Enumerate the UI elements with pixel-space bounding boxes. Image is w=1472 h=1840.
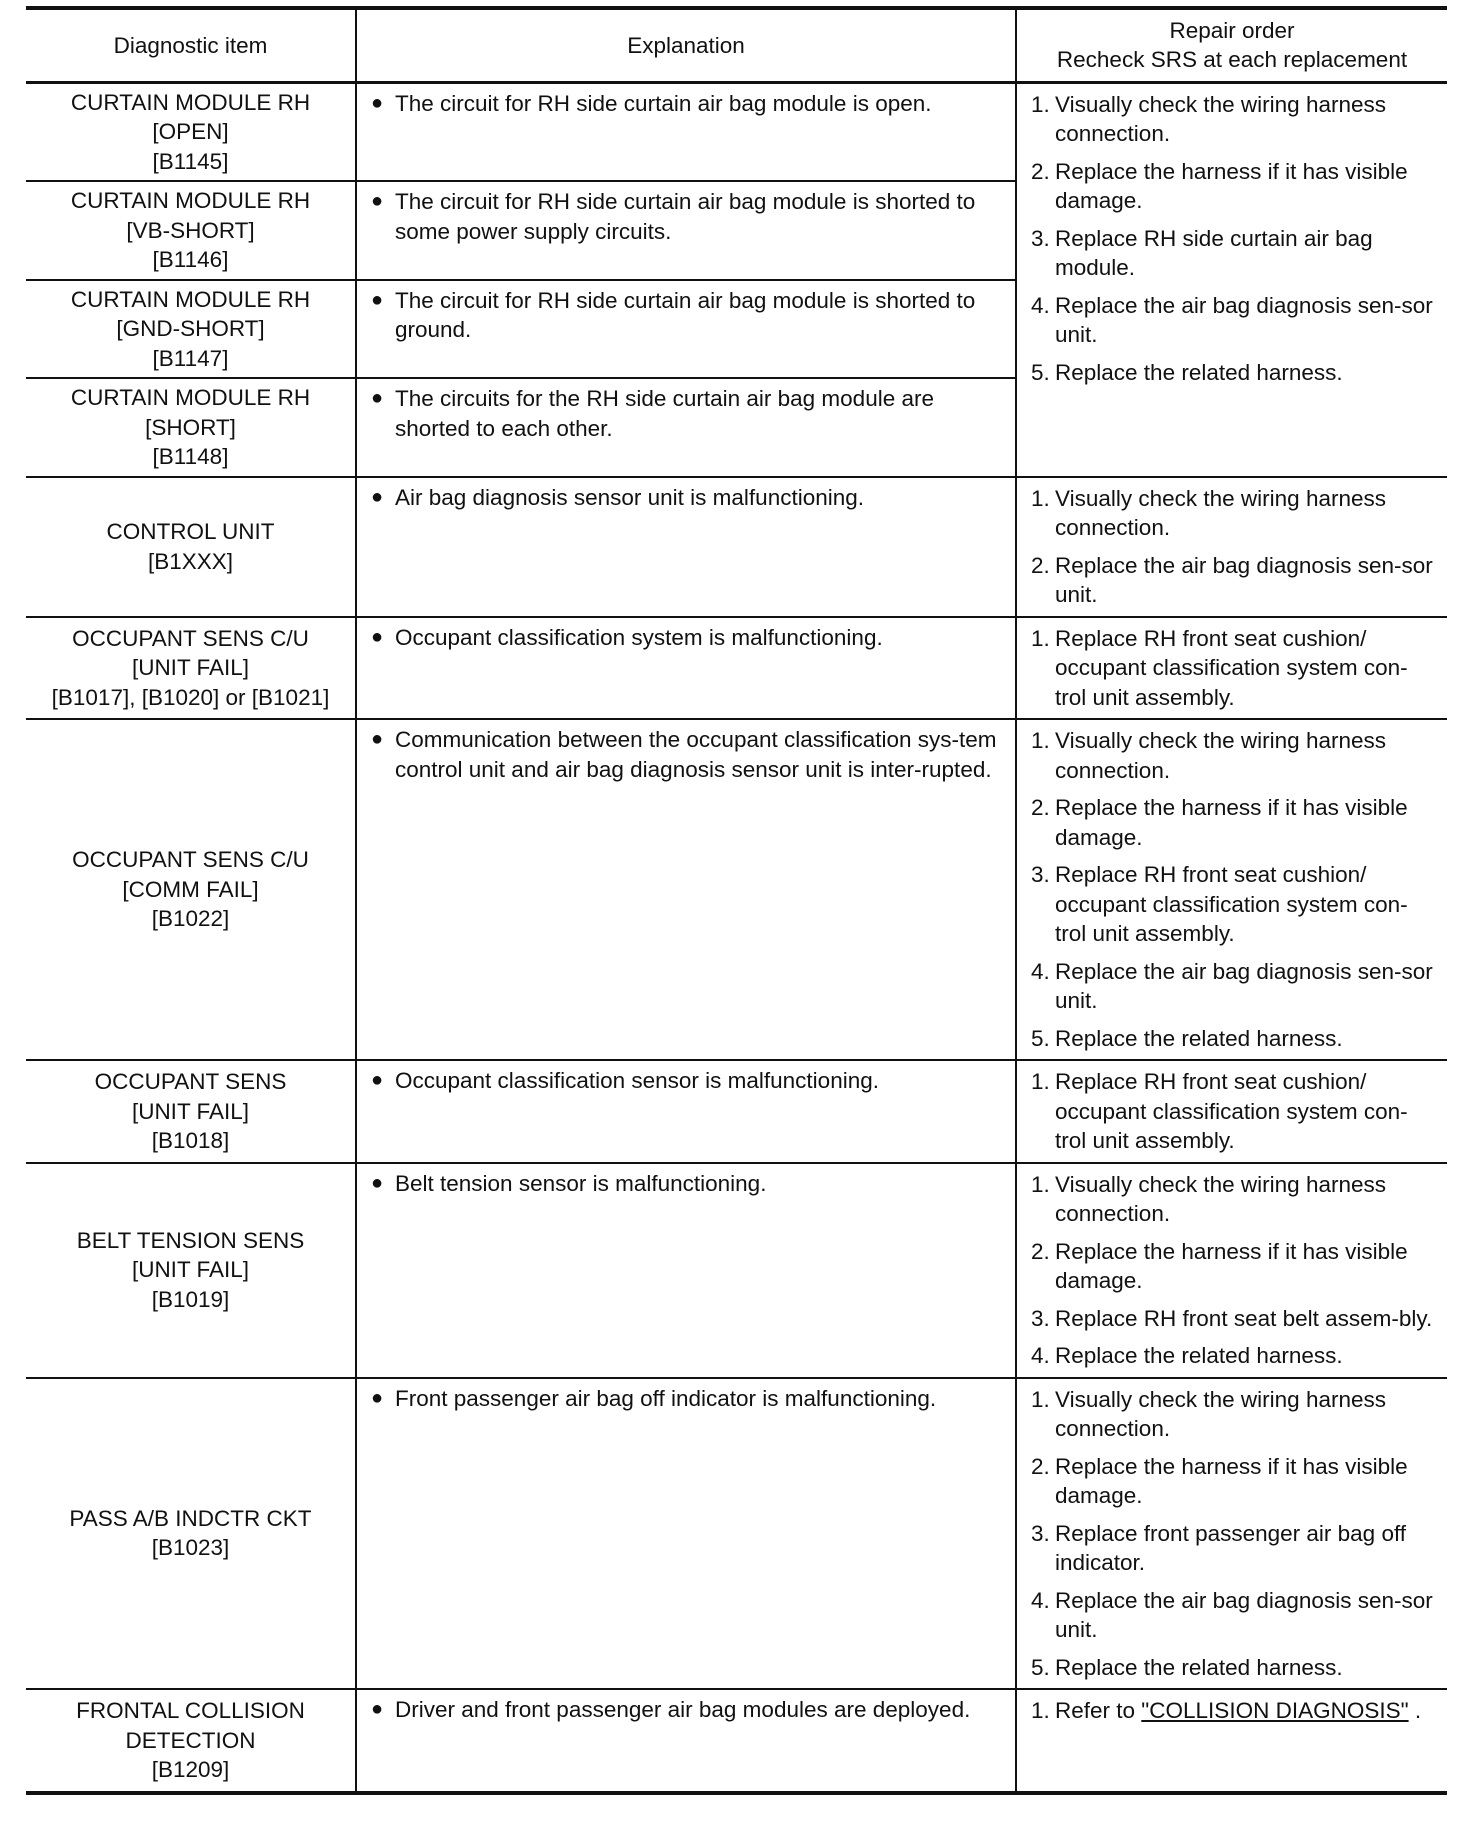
item-code: [B1023]	[151, 1535, 230, 1561]
repair-step: 1. Visually check the wiring harness connection.	[1031, 1171, 1386, 1226]
item-status: [VB-SHORT]	[126, 217, 255, 243]
repair-step: 2. Replace the harness if it has visible damage.	[1031, 795, 1408, 850]
item-code: [B1148]	[152, 444, 229, 469]
bullet-icon: ●	[371, 625, 384, 648]
repair-order-cell	[1016, 1689, 1447, 1793]
explanation-text: The circuits for the RH side curtain air bag module are shorted to each other.	[395, 386, 934, 441]
repair-step: 2. Replace the harness if it has visible damage.	[1031, 1453, 1408, 1508]
table-row	[26, 1689, 1447, 1793]
repair-step: 5. Replace the related harness.	[1031, 1025, 1343, 1051]
bullet-icon: ●	[371, 1171, 384, 1194]
explanation-text: The circuit for RH side curtain air bag module is shorted to some power supply circuits.	[395, 189, 976, 244]
explanation-cell	[356, 477, 1016, 617]
explanation-cell	[356, 280, 1016, 379]
item-code: [B1022]	[151, 906, 230, 932]
item-code: [B1XXX]	[147, 548, 234, 574]
diagnostic-item-cell	[26, 1163, 356, 1378]
repair-step: 3. Replace RH side curtain air bag module.	[1031, 225, 1373, 280]
item-status: [COMM FAIL]	[122, 876, 259, 902]
repair-step: 1. Visually check the wiring harness connection.	[1031, 485, 1386, 540]
table-row	[26, 1163, 1447, 1378]
item-name: OCCUPANT SENS	[94, 1069, 287, 1094]
repair-step: 3. Replace RH front seat cushion/ occupant classification system con-trol unit assembly.	[1031, 862, 1408, 946]
repair-suffix: .	[1408, 1698, 1422, 1723]
repair-step: 4. Replace the air bag diagnosis sen-sor unit.	[1031, 1587, 1433, 1642]
header-diagnostic-item: Diagnostic item	[113, 32, 268, 58]
explanation-cell	[356, 1163, 1016, 1378]
item-status: [OPEN]	[152, 119, 229, 144]
repair-step: 2. Replace the harness if it has visible damage.	[1031, 1238, 1408, 1293]
diagnosis-table-page	[26, 6, 1447, 1795]
item-status: [GND-SHORT]	[116, 316, 265, 341]
bullet-icon: ●	[371, 91, 384, 114]
bullet-icon: ●	[371, 728, 384, 750]
bullet-icon: ●	[371, 387, 384, 409]
diagnostic-item-cell	[26, 82, 356, 181]
diagnostic-item-cell	[26, 378, 356, 477]
diagnostic-item-cell	[26, 477, 356, 617]
item-status: [SHORT]	[145, 414, 236, 440]
repair-step: 1. Replace RH front seat cushion/ occupant classification system con-trol unit assembly.	[1031, 1069, 1408, 1153]
repair-step: 1. Visually check the wiring harness connection.	[1031, 1386, 1386, 1441]
repair-order-cell	[1016, 477, 1447, 617]
repair-prefix: Refer to	[1055, 1698, 1142, 1723]
repair-step: 4. Replace the air bag diagnosis sen-sor unit.	[1031, 292, 1433, 347]
diagnosis-table	[26, 6, 1447, 1795]
item-name: OCCUPANT SENS C/U	[72, 625, 309, 651]
explanation-text: Front passenger air bag off indicator is malfunctioning.	[395, 1385, 937, 1411]
explanation-cell	[356, 181, 1016, 280]
diagnostic-item-cell	[26, 1689, 356, 1793]
item-status: [UNIT FAIL]	[131, 1257, 250, 1283]
item-code: [B1017], [B1020] or [B1021]	[51, 684, 330, 710]
item-name: OCCUPANT SENS C/U	[72, 847, 309, 873]
explanation-text: Driver and front passenger air bag modules are deployed.	[395, 1697, 971, 1722]
repair-step: 2. Replace the harness if it has visible damage.	[1031, 158, 1408, 213]
explanation-cell	[356, 719, 1016, 1060]
repair-order-cell	[1016, 1378, 1447, 1690]
item-name: PASS A/B INDCTR CKT	[69, 1505, 312, 1531]
item-code: [B1209]	[151, 1757, 230, 1783]
diagnostic-item-cell	[26, 719, 356, 1060]
bullet-icon: ●	[371, 288, 384, 311]
explanation-cell	[356, 617, 1016, 720]
item-status: [UNIT FAIL]	[131, 655, 250, 680]
item-status: [UNIT FAIL]	[131, 1098, 250, 1124]
table-row	[26, 617, 1447, 720]
explanation-text: Communication between the occupant classification sys-tem control unit and air bag diagnosis sensor unit is inter-rupted.	[395, 727, 997, 782]
repair-step: 5. Replace the related harness.	[1031, 1654, 1343, 1680]
explanation-cell	[356, 82, 1016, 181]
header-repair-order-title: Repair order	[1169, 17, 1295, 43]
repair-step: 4. Replace the air bag diagnosis sen-sor unit.	[1031, 958, 1433, 1013]
repair-step: 5. Replace the related harness.	[1031, 359, 1343, 385]
repair-order-cell	[1016, 1163, 1447, 1378]
diagnostic-item-cell	[26, 1060, 356, 1163]
item-name: CURTAIN MODULE RH	[70, 385, 311, 410]
diagnostic-item-cell	[26, 1378, 356, 1690]
repair-order-cell	[1016, 719, 1447, 1060]
table-header	[26, 8, 1447, 82]
repair-step: 3. Replace RH front seat belt assem-bly.	[1031, 1305, 1433, 1331]
item-name: CURTAIN MODULE RH	[70, 188, 311, 213]
table-row	[26, 82, 1447, 181]
item-code: [B1019]	[151, 1286, 230, 1312]
repair-step: 1. Visually check the wiring harness connection.	[1031, 728, 1386, 783]
explanation-text: The circuit for RH side curtain air bag module is open.	[395, 90, 932, 116]
repair-order-cell	[1016, 617, 1447, 720]
repair-order-cell	[1016, 82, 1447, 477]
explanation-cell	[356, 1060, 1016, 1163]
explanation-text: Occupant classification sensor is malfunctioning.	[395, 1068, 879, 1093]
repair-order-cell	[1016, 1060, 1447, 1163]
bullet-icon: ●	[371, 485, 384, 508]
repair-step: 1. Visually check the wiring harness connection.	[1031, 91, 1386, 146]
diagnostic-item-cell	[26, 280, 356, 379]
repair-step: 4. Replace the related harness.	[1031, 1343, 1343, 1368]
item-name: BELT TENSION SENS	[76, 1227, 305, 1253]
bullet-icon: ●	[371, 1069, 384, 1091]
item-name-cont: DETECTION	[125, 1727, 256, 1753]
bullet-icon: ●	[371, 1386, 384, 1409]
explanation-cell	[356, 1378, 1016, 1690]
bullet-icon: ●	[371, 190, 384, 212]
table-row	[26, 1378, 1447, 1690]
item-code: [B1147]	[152, 345, 229, 371]
diagnostic-item-cell	[26, 181, 356, 280]
repair-step: 1. Replace RH front seat cushion/ occupant classification system con-trol unit assembly.	[1031, 625, 1408, 710]
explanation-cell	[356, 1689, 1016, 1793]
bullet-icon: ●	[371, 1698, 384, 1720]
explanation-cell	[356, 378, 1016, 477]
item-name: FRONTAL COLLISION	[76, 1698, 305, 1724]
diagnostic-item-cell	[26, 617, 356, 720]
table-row	[26, 719, 1447, 1060]
repair-step: 2. Replace the air bag diagnosis sen-sor unit.	[1031, 552, 1433, 607]
repair-step: 1. Refer to "COLLISION DIAGNOSIS" .	[1031, 1698, 1422, 1723]
item-name: CONTROL UNIT	[106, 519, 275, 544]
table-row	[26, 477, 1447, 617]
explanation-text: The circuit for RH side curtain air bag module is shorted to ground.	[395, 287, 976, 342]
explanation-text: Air bag diagnosis sensor unit is malfunctioning.	[395, 484, 865, 510]
header-explanation: Explanation	[356, 8, 1016, 82]
header-repair-order	[1016, 8, 1447, 82]
item-code: [B1146]	[152, 247, 229, 272]
item-code: [B1018]	[151, 1128, 230, 1153]
item-name: CURTAIN MODULE RH	[70, 89, 311, 115]
collision-diagnosis-link[interactable]: "COLLISION DIAGNOSIS"	[1141, 1698, 1409, 1723]
item-name: CURTAIN MODULE RH	[70, 286, 311, 312]
header-repair-order-subtitle: Recheck SRS at each replacement	[1056, 47, 1408, 73]
item-code: [B1145]	[152, 148, 229, 174]
repair-step: 3. Replace front passenger air bag off indicator.	[1031, 1520, 1407, 1575]
explanation-text: Belt tension sensor is malfunctioning.	[395, 1170, 767, 1196]
table-row	[26, 1060, 1447, 1163]
explanation-text: Occupant classification system is malfunctioning.	[395, 624, 883, 650]
